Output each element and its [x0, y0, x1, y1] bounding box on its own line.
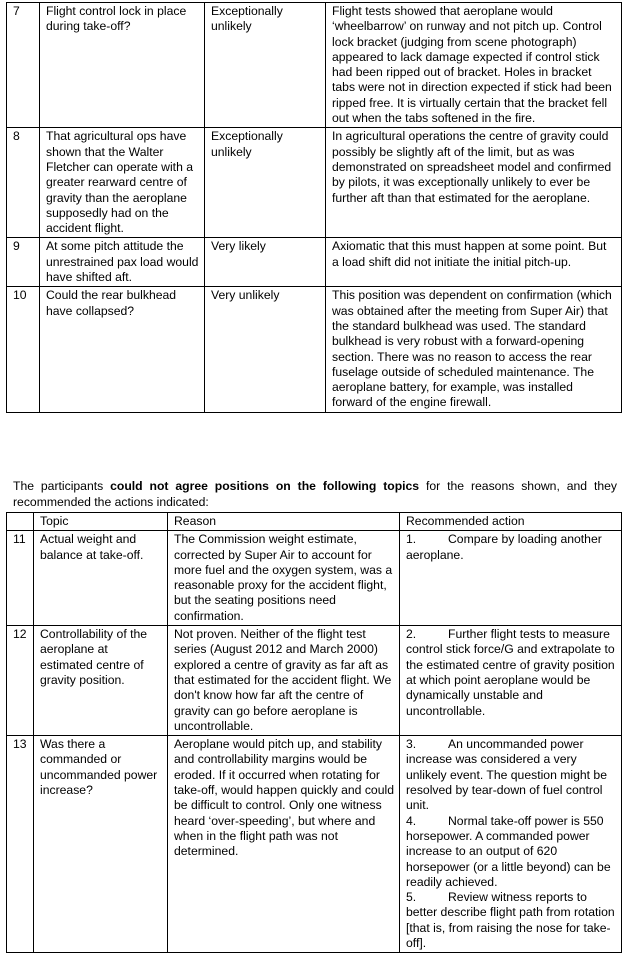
action-text: Further flight tests to measure control stick force/G and extrapolate to the estimated centre of gravity position at which point aeroplane would be dynamically unstable and uncontrollable.: [406, 627, 615, 718]
topic-cell: That agricultural ops have shown that the Walter Fletcher can operate with a greater rearward centre of gravity than the aeroplane supposedly had on the accident flight.: [40, 128, 205, 238]
table-row: [7, 238, 622, 287]
table-row: [7, 3, 622, 128]
topic-cell: Was there a commanded or uncommanded power increase?: [34, 736, 168, 953]
reason-cell: This position was dependent on confirmation (which was obtained after the meeting from Super Air) that the standard bulkhead was used. The standard bulkhead is very robust with a forward-opening section. There was no reason to access the rear fuselage outside of scheduled maintenance. The aeroplane battery, for example, was installed forward of the engine firewall.: [326, 287, 622, 412]
action-item: [406, 890, 616, 951]
action-item: [406, 737, 616, 813]
table-row: [7, 626, 622, 736]
action-number: 3.: [406, 737, 417, 752]
row-number: 12: [7, 626, 34, 736]
row-number: 13: [7, 736, 34, 953]
topic-cell: At some pitch attitude the unrestrained pax load would have shifted aft.: [40, 238, 205, 287]
reason-cell: Flight tests showed that aeroplane would ‘wheelbarrow’ on runway and not pitch up. Control lock bracket (judging from scene photograph) appeared to lack damage expected if control stick had been ripped out of bracket. Holes in bracket tabs were not in direction expected if stick had been ripped free. It is virtually certain that the bracket fell out when the tabs softened in the fire.: [326, 3, 622, 128]
action-text: Normal take-off power is 550 horsepower. A commanded power increase to an output of 620 horsepower (or a little beyond) can be readily achieved.: [406, 813, 611, 889]
action-number: 1.: [406, 532, 417, 547]
action-number: 2.: [406, 627, 417, 642]
action-item: [406, 814, 616, 890]
header-action: Recommended action: [400, 513, 622, 531]
action-number: 4.: [406, 813, 417, 828]
header-topic: Topic: [34, 513, 168, 531]
intro-paragraph: [13, 478, 617, 510]
action-cell: [400, 736, 622, 953]
row-number: 7: [7, 3, 40, 128]
reason-cell: Aeroplane would pitch up, and stability and controllability margins would be eroded. If it occurred when rotating for take-off, would happen quickly and could be difficult to control. Only one witness heard ‘over-speeding’, but where and when in the flight path was not determined.: [168, 736, 400, 953]
action-text: An uncommanded power increase was considered a very unlikely event. The question might be resolved by tear-down of fuel control unit.: [406, 737, 607, 813]
likelihood-cell: Very unlikely: [205, 287, 326, 412]
table-row: [7, 531, 622, 626]
topic-cell: Controllability of the aeroplane at estimated centre of gravity position.: [34, 626, 168, 736]
likelihood-cell: Exceptionally unlikely: [205, 128, 326, 238]
action-item: [406, 627, 616, 719]
table-row: [7, 736, 622, 953]
paragraph-bold-text: could not agree positions on the following topics: [110, 479, 420, 494]
action-item: [406, 532, 616, 563]
table-row: [7, 128, 622, 238]
table-row: [7, 287, 622, 412]
table-header-row: [7, 513, 622, 531]
likelihood-cell: Exceptionally unlikely: [205, 3, 326, 128]
topic-cell: Flight control lock in place during take-off?: [40, 3, 205, 128]
row-number: 9: [7, 238, 40, 287]
disputed-positions-table: [6, 512, 622, 953]
paragraph-text-end: for the reasons shown, and they recommended the actions indicated:: [13, 479, 617, 510]
header-reason: Reason: [168, 513, 400, 531]
reason-cell: Not proven. Neither of the flight test series (August 2012 and March 2000) explored a centre of gravity as far aft as that estimated for the accident flight. We don't know how far aft the centre of gravity can go before aeroplane is uncontrollable.: [168, 626, 400, 736]
row-number: 10: [7, 287, 40, 412]
agreed-positions-table: [6, 2, 622, 413]
reason-cell: Axiomatic that this must happen at some point. But a load shift did not initiate the initial pitch-up.: [326, 238, 622, 287]
likelihood-cell: Very likely: [205, 238, 326, 287]
row-number: 8: [7, 128, 40, 238]
topic-cell: Could the rear bulkhead have collapsed?: [40, 287, 205, 412]
action-number: 5.: [406, 890, 417, 905]
reason-cell: The Commission weight estimate, corrected by Super Air to account for more fuel and the oxygen system, was a reasonable proxy for the accident flight, but the seating positions need confirmation.: [168, 531, 400, 626]
row-number: 11: [7, 531, 34, 626]
action-cell: [400, 531, 622, 626]
action-text: Compare by loading another aeroplane.: [406, 532, 602, 562]
paragraph-text-start: The participants: [13, 479, 111, 494]
topic-cell: Actual weight and balance at take-off.: [34, 531, 168, 626]
action-cell: [400, 626, 622, 736]
reason-cell: In agricultural operations the centre of gravity could possibly be slightly aft of the limit, but as was demonstrated on spreadsheet model and confirmed by pilots, it was exceptionally unlikely to ever be further aft than that estimated for the aeroplane.: [326, 128, 622, 238]
action-text: Review witness reports to better describe flight path from rotation [that is, from raising the nose for take-off].: [406, 890, 615, 951]
header-number: [7, 513, 34, 531]
